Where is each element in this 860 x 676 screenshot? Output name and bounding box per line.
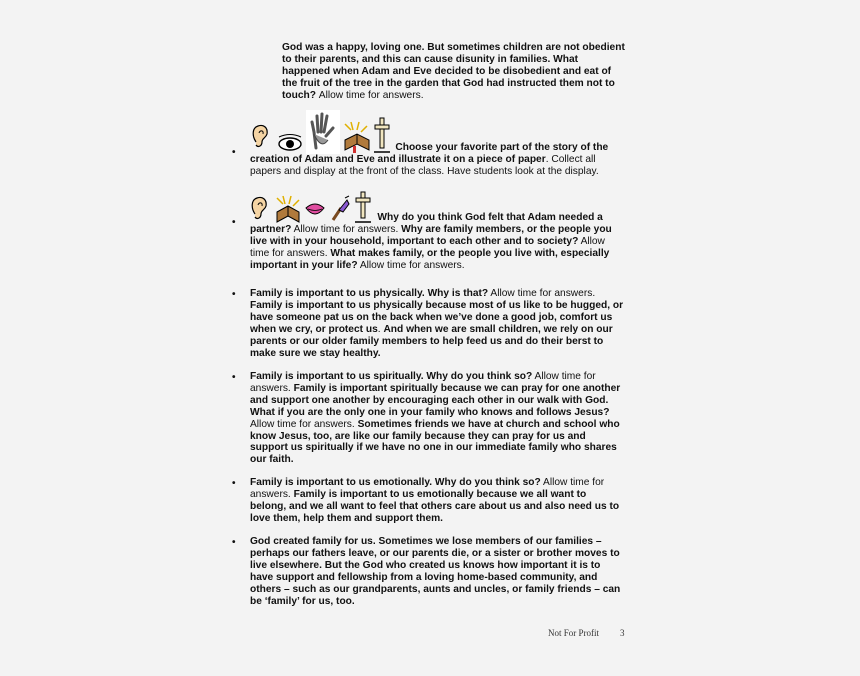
cross-icon (353, 190, 373, 224)
list-item: Family is important to us spiritually. Why do you think so? Allow time for answers. Family is important spiritually because we can pray for one another and support one another by encouraging each other in our walk with God. What if you are the only one in your family who knows and follows Jesus? Allow time for answers. Sometimes friends we have at church and school who know Jesus, too, are like our family because they can pray for us and support us spiritually if we have no one in our immediate family who shares our faith. (250, 371, 621, 466)
ear-icon (250, 118, 274, 154)
bullet: • (232, 372, 236, 383)
bullet: • (232, 478, 236, 489)
eye-icon (277, 124, 303, 154)
cross-icon (373, 116, 391, 154)
bullet: • (232, 289, 236, 300)
intro-normal-text: Allow time for answers. (318, 89, 424, 101)
bullet: • (232, 217, 236, 228)
mouth-icon (304, 198, 326, 224)
paintbrush-icon (329, 194, 351, 224)
list-item: Why do you think God felt that Adam needed a partner? Allow time for answers. Why are family members, or the people you live with in your household, important to each other and to society? Allow time for answers. What makes family, or the people you live with, especially important in your life? Allow time for answers. (250, 190, 625, 272)
bible-icon (275, 194, 301, 224)
hand-icon (306, 110, 340, 154)
list-item: God created family for us. Sometimes we lose members of our families – perhaps our fathers leave, or our parents die, or a sister or brother moves to live elsewhere. But the God who created us knows how important it is to have support and fellowship from a loving home-based community, and others – such as our grandparents, aunts and uncles, or family friends – can be ‘family’ for us, too. (250, 536, 621, 607)
intro-paragraph (282, 42, 627, 102)
bullet: • (232, 537, 236, 548)
list-item: Family is important to us emotionally. Why do you think so? Allow time for answers. Family is important to us emotionally because we all want to belong, and we all want to feel that others care about us and also need us to love them, help them and support them. (250, 477, 620, 524)
page-number: 3 (620, 628, 625, 638)
list-item: Family is important to us physically. Why is that? Allow time for answers. Family is important to us physically because most of us like to be hugged, or have someone pat us on the back when we’ve done a good job, comfort us when we cry, or protect us. And when we are small children, we rely on our parents or our older family members to help feed us and do their berst to make sure we stay healthy. (250, 288, 624, 359)
ear-icon (250, 190, 272, 224)
list-item: Choose your favorite part of the story of the creation of Adam and Eve and illustrate it on a piece of paper. Collect all papers and display at the front of the class. Have students look at the display. (250, 110, 625, 178)
icon-strip (250, 190, 373, 224)
icon-strip (250, 110, 391, 154)
bullet: • (232, 147, 236, 158)
intro-bold-text: God was a happy, loving one. But sometimes children are not obedient to their parents, and this can cause disunity in families. What happened when Adam and Eve decided to be disobedient and eat of the fruit of the tree in the garden that God had instructed them not to touch? (282, 42, 625, 101)
footer-label: Not For Profit (548, 628, 600, 638)
bible-icon (343, 120, 371, 154)
